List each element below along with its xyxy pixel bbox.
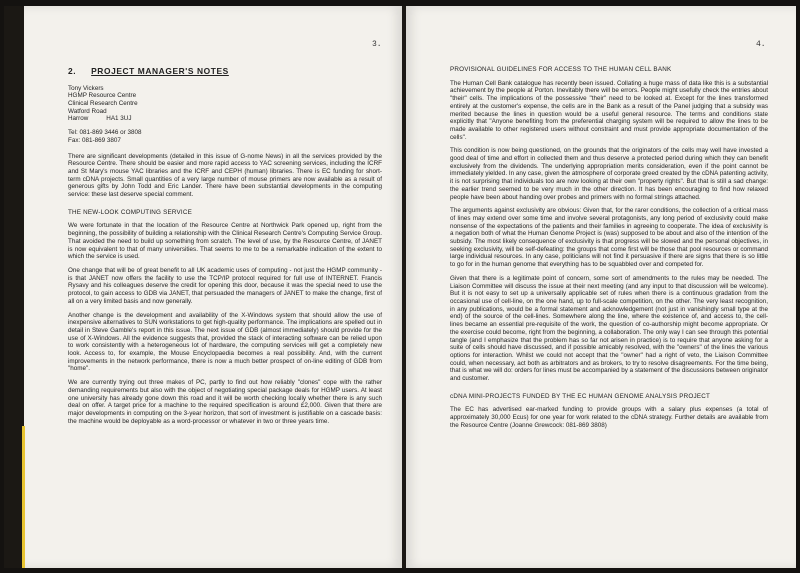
subheading-cell-bank: PROVISIONAL GUIDELINES FOR ACCESS TO THE HUMAN CELL BANK — [450, 66, 672, 73]
paragraph: We are currently trying out three makes of PC, partly to find out how reliably "clones" cope with the rather demanding requirements but also with the object of negotiating special package deals for HGMP users. At least one university has already gone down this road and it will be worth checking locally whether there is any such deal on offer. A target price for a machine to the required specification is around £2,000. Given that there are major developments in computing on the 3-year horizon, that sort of investment is justifiable on a cascade basis: the machine would be deployable as a word-processor or whatever in two or three years time. — [68, 379, 382, 425]
right-page-content — [450, 66, 768, 436]
fax: Fax: 081-869 3807 — [68, 136, 121, 144]
telephone: Tel: 081-869 3446 or 3808 — [68, 129, 142, 137]
right-page — [406, 6, 796, 568]
subheading-computing-service: THE NEW-LOOK COMPUTING SERVICE — [68, 208, 193, 216]
address-line: HGMP Resource Centre — [68, 92, 137, 100]
subheading-cdna-mini-projects: cDNA MINI-PROJECTS FUNDED BY THE EC HUMAN GENOME ANALYSIS PROJECT — [450, 392, 711, 400]
book-spread — [4, 6, 796, 568]
paragraph: Given that there is a legitimate point of concern, some sort of amendments to the rules may be needed. The Liaison Committee will discuss the issue at their next meeting (and any input to that discussion will be welcome). But it is not easy to set up a universally applicable set of rules when there is a continuous gradation from the occasional use of cell-line, on the one hand, up to full-scale competition, on the other. The very least recognition, in any publications, would be a formal statement and acknowledgement (not just in vanishingly small type at the end) of the source of the cell-lines. Somewhere along the line, where the existence of, and access to, the cell-lines became an essential pre-requisite of the work, the question of co-authorship might become appropriate. Or the exercise could become, right from the beginning, a collaboration. The only way I can see through this potential tangle (and I emphasize that the problem has so far not arisen in practice) is to require that anyone asking for a suite of cells should have discussed, and if possible amicably resolved, with the "owners" of the lines the various options for interaction. Whilst we could not accept that the "owner" had a right of veto, the Liaison Committee could, when necessary, act both as arbitrators and as brokers, to try to resolve disagreements. For the time being, that is what we will do: orders for lines must be accompanied by a statement of the discussions between originator and customer. — [450, 274, 768, 383]
paragraph: The arguments against exclusivity are obvious: Given that, for the rarer conditions, the collection of a critical mass of lines may extend over some time and involve several protagonists, any long period of exclusivity could make nonsense of the expectations of the patients and their families in agreeing to cooperate. The idea of exclusivity is a negation both of what the Human Genome Project is (was) supposed to be about and also of the intention of the subsidy. The most likely consequence of exclusivity is that progress will be slowed and the personal objectives, in seeking exclusivity, will be self-defeating: the groups that come first will be those that pool resources or command large individual resources. In any case, politicians will not find it persuasive if there are signs that there is so little to go for in the human genome that everything has to be squabbled over and competed for. — [450, 207, 768, 269]
left-page — [24, 6, 402, 568]
heading-title: PROJECT MANAGER'S NOTES — [91, 66, 229, 76]
contact-numbers — [68, 129, 382, 144]
address-line-harrow: Harrow HA1 3UJ — [68, 115, 132, 123]
heading-number: 2. — [68, 66, 77, 76]
section-heading-project-managers-notes — [68, 68, 382, 76]
intro-paragraph: There are significant developments (detailed in this issue of G-nome News) in all the services provided by the Resource Centre. There should be easier and more rapid access to YAC screening services, including the ICRF and St Mary's mouse YAC libraries and the ICRF and CEPH (human) libraries. There is EC funding for short-term cDNA projects. Small quantities of a very large number of mouse primers are now available as a result of generous gifts by John Todd and Eric Lander. There have been substantial developments in the computing service: these last deserve special comment. — [68, 152, 382, 199]
address-block — [68, 85, 382, 123]
address-line: Watford Road — [68, 107, 107, 115]
page-edge-tab — [22, 426, 25, 568]
page-number: 4. — [756, 40, 766, 49]
page-number: 3. — [372, 40, 382, 49]
paragraph: This condition is now being questioned, on the grounds that the originators of the cells may well have invested a good deal of time and effort in collected them and thus deserve a protected period during which they can benefit exclusively from the dividends. The underlying appropriation merits consideration, even if the point cannot be immediately yielded. In any case, given the atmosphere of corporate greed created by the cDNA patenting activity, it is not surprising that individuals too are now looking at their own "property rights". But that is still a sad change: the earlier trend seemed to be very much in the other direction. It has been encouraging to find how relaxed people have been about handing over probes and primers with no formal strings attached. — [450, 147, 768, 201]
address-line: Tony Vickers — [68, 84, 104, 92]
left-page-content — [68, 68, 382, 431]
paragraph: The Human Cell Bank catalogue has recently been issued. Collating a huge mass of data like this is a substantial achievement by the people at Porton. Inevitably there will be errors. People might usefully check the entries about "their" cells. The implications of the possessive "their" need to be looked at. Except for the lines transformed entirely at the customer's expense, the cells are in the Bank as a result of the Panel judging that a subsidy was merited because the lines in question would be a useful general resource. The terms and conditions state explicitly that "Anyone benefiting from the preferential charging system will be required to allow the lines to be made available to other registered users without constraint and must provide appropriate documentation of the cells". — [450, 79, 768, 141]
paragraph: The EC has advertised ear-marked funding to provide groups with a salary plus expenses (a total of approximately 30,000 Ecus) for one year for work related to the cDNA strategy. Further details are available from the Resource Centre (Joanne Grewcock: 081-869 3808) — [450, 406, 768, 429]
paragraph: We were fortunate in that the location of the Resource Centre at Northwick Park opened up, right from the beginning, the possibility of building a relationship with the Clinical Research Centre's Computing Service Group. That avoided the need to build up something from scratch. The level of use, by the Resource Centre, of JANET is now equivalent to that of many universities. That seems to me to be a remarkable indication of the extent to which the service is used. — [68, 222, 382, 261]
paragraph: One change that will be of great benefit to all UK academic uses of computing - not just the HGMP community - is that JANET now offers the facility to use the TCP/IP protocol required for full use of INTERNET. Francis Rysavy and his colleagues deserve the credit for opening this door, because it was the special need to use the protocol, to gain access to GDB via JANET, that persuaded the managers of JANET to make the change, first of all on a very limited basis and now generally. — [68, 266, 382, 305]
address-line: Clinical Research Centre — [68, 100, 138, 108]
paragraph: Another change is the development and availability of the X-Windows system that should allow the use of inexpensive alternatives to SUN workstations to get high-quality performance. The implications are spelled out in detail in Steve Gamble's report in this issue. The next issue of GDB (almost immediately) should provide for the use of X-Windows. All the evidence suggests that, provided the stack of interacting software can be relied upon to work consistently with a heterogeneous lot of hardware, the computing services will get a completely new look. Access to, for example, the Mouse Encyclopaedia becomes a real possibility. And, with the current improvements in the network performance, there is now a much better prospect of on-line editing of GDB from "home". — [68, 311, 382, 373]
